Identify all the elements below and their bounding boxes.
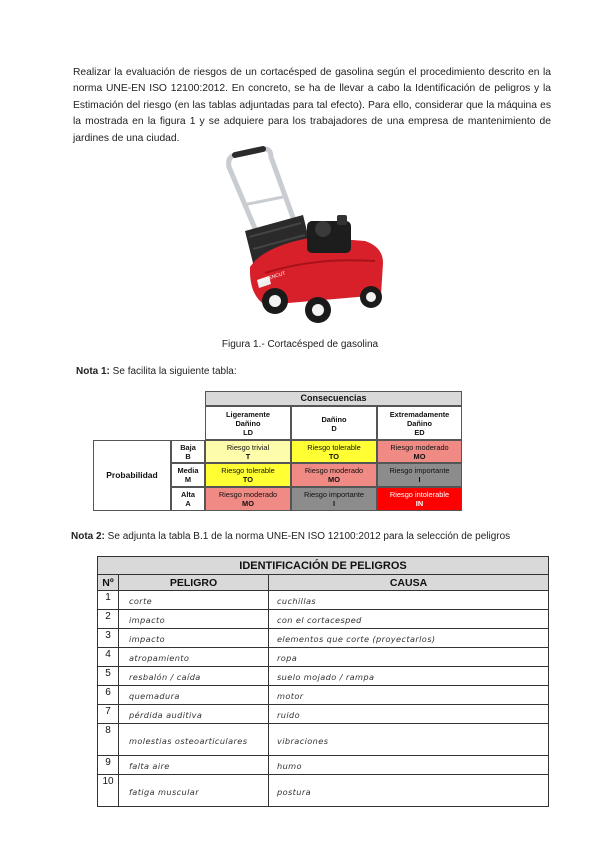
risk-cell-m-ed xyxy=(377,463,462,487)
peligro-value: quemadura xyxy=(129,691,180,701)
note-2-label: Nota 2: xyxy=(71,531,105,542)
risk-code: MO xyxy=(328,475,340,484)
note-2 xyxy=(71,531,510,542)
table-row xyxy=(98,756,549,775)
row-label-media xyxy=(171,463,205,487)
risk-name: Riesgo trivial xyxy=(226,443,270,452)
hazard-table-title: IDENTIFICACIÓN DE PELIGROS xyxy=(98,557,549,575)
col-header-ld xyxy=(205,406,291,440)
table-row xyxy=(98,591,549,610)
table-row xyxy=(98,686,549,705)
row-num: 5 xyxy=(98,667,119,686)
table-row xyxy=(98,705,549,724)
header-num: Nº xyxy=(98,575,119,591)
causa-value: con el cortacesped xyxy=(277,615,362,625)
risk-cell-b-ed xyxy=(377,440,462,463)
causa-value: postura xyxy=(277,786,312,797)
row-num: 8 xyxy=(98,724,119,756)
row-media-code: M xyxy=(184,475,192,484)
risk-name: Riesgo importante xyxy=(304,490,364,499)
risk-name: Riesgo moderado xyxy=(218,490,278,499)
col-ed-code: ED xyxy=(414,428,425,437)
col-ld-code: LD xyxy=(243,428,253,437)
table-row xyxy=(98,629,549,648)
risk-cell-a-d xyxy=(291,487,377,511)
risk-cell-a-ed xyxy=(377,487,462,511)
risk-code: TO xyxy=(328,452,340,461)
row-baja-label: Baja xyxy=(180,443,196,452)
col-ed-line2: Dañino xyxy=(406,419,433,428)
risk-code: MO xyxy=(413,452,426,461)
risk-cell-b-d xyxy=(291,440,377,463)
col-ld-line1: Ligeramente xyxy=(226,410,270,419)
col-d-line1: Dañino xyxy=(321,415,347,424)
risk-name: Riesgo moderado xyxy=(390,443,449,452)
note-1 xyxy=(76,366,237,377)
row-baja-code: B xyxy=(185,452,191,461)
table-row xyxy=(98,667,549,686)
risk-cell-m-ld xyxy=(205,463,291,487)
lawnmower-figure xyxy=(205,145,395,330)
row-num: 4 xyxy=(98,648,119,667)
peligro-value: impacto xyxy=(129,615,165,625)
table-row xyxy=(98,724,549,756)
intro-paragraph: Realizar la evaluación de riesgos de un cortacésped de gasolina según el procedimiento descrito en la norma UNE-EN ISO 12100:2012. En concreto, se ha de llevar a cabo la Identificación de peligros y la Estimación del riesgo (en las tablas adjuntadas para tal efecto). Para ello, considerar que la máquina es la mostrada en la figura 1 y se adquiere para los trabajadores de una empresa de mantenimiento de jardines de una ciudad. xyxy=(73,67,551,144)
causa-value: motor xyxy=(277,691,304,701)
causa-value: humo xyxy=(277,761,302,771)
peligro-value: corte xyxy=(129,596,153,606)
risk-code: T xyxy=(245,452,251,461)
col-header-d xyxy=(291,406,377,440)
peligro-value: resbalón / caída xyxy=(129,672,201,682)
peligro-value: atropamiento xyxy=(129,653,190,663)
causa-value: ruido xyxy=(277,710,301,720)
row-alta-label: Alta xyxy=(181,490,195,499)
col-ld-line2: Dañino xyxy=(235,419,261,428)
risk-cell-a-ld xyxy=(205,487,291,511)
col-ed-line1: Extremadamente xyxy=(389,410,450,419)
risk-cell-m-d xyxy=(291,463,377,487)
header-causa: CAUSA xyxy=(269,575,549,591)
col-header-ed xyxy=(377,406,462,440)
row-num: 2 xyxy=(98,610,119,629)
peligro-value: fatiga muscular xyxy=(129,786,199,797)
brand-label: GREENCUT xyxy=(257,270,287,285)
note-2-text: Se adjunta la tabla B.1 de la norma UNE-EN ISO 12100:2012 para la selección de peligros xyxy=(104,531,511,542)
causa-value: vibraciones xyxy=(277,735,329,746)
peligro-value: molestias osteoarticulares xyxy=(129,735,248,746)
header-peligro: PELIGRO xyxy=(119,575,269,591)
row-num: 10 xyxy=(98,775,119,807)
risk-name: Riesgo tolerable xyxy=(221,466,275,475)
hazard-table xyxy=(97,556,549,807)
risk-name: Riesgo importante xyxy=(389,466,450,475)
causa-value: cuchillas xyxy=(277,596,317,606)
table-row xyxy=(98,648,549,667)
risk-name: Riesgo intolerable xyxy=(389,490,450,499)
risk-code: IN xyxy=(415,499,424,508)
causa-value: ropa xyxy=(277,653,298,663)
risk-code: TO xyxy=(242,475,254,484)
row-num: 3 xyxy=(98,629,119,648)
table-row xyxy=(98,610,549,629)
col-d-code: D xyxy=(331,424,337,433)
lawnmower-illustration xyxy=(205,145,395,330)
peligro-value: impacto xyxy=(129,634,165,644)
risk-code: I xyxy=(418,475,421,484)
probability-label: Probabilidad xyxy=(93,440,171,511)
note-1-label: Nota 1: xyxy=(76,366,110,377)
risk-cell-b-ld xyxy=(205,440,291,463)
risk-code: I xyxy=(332,499,336,508)
row-num: 7 xyxy=(98,705,119,724)
risk-code: MO xyxy=(242,499,254,508)
peligro-value: falta aire xyxy=(129,761,170,771)
causa-value: elementos que corte (proyectarlos) xyxy=(277,634,436,644)
causa-value: suelo mojado / rampa xyxy=(277,672,375,682)
figure-caption: Figura 1.- Cortacésped de gasolina xyxy=(221,339,379,350)
note-1-text: Se facilita la siguiente tabla: xyxy=(109,366,237,377)
row-label-baja xyxy=(171,440,205,463)
row-num: 6 xyxy=(98,686,119,705)
risk-name: Riesgo tolerable xyxy=(307,443,361,452)
peligro-value: pérdida auditiva xyxy=(129,710,203,720)
consequences-header: Consecuencias xyxy=(205,391,462,406)
row-num: 9 xyxy=(98,756,119,775)
row-num: 1 xyxy=(98,591,119,610)
row-media-label: Media xyxy=(177,466,199,475)
table-row xyxy=(98,775,549,807)
risk-name: Riesgo moderado xyxy=(304,466,364,475)
row-alta-code: A xyxy=(185,499,191,508)
row-label-alta xyxy=(171,487,205,511)
